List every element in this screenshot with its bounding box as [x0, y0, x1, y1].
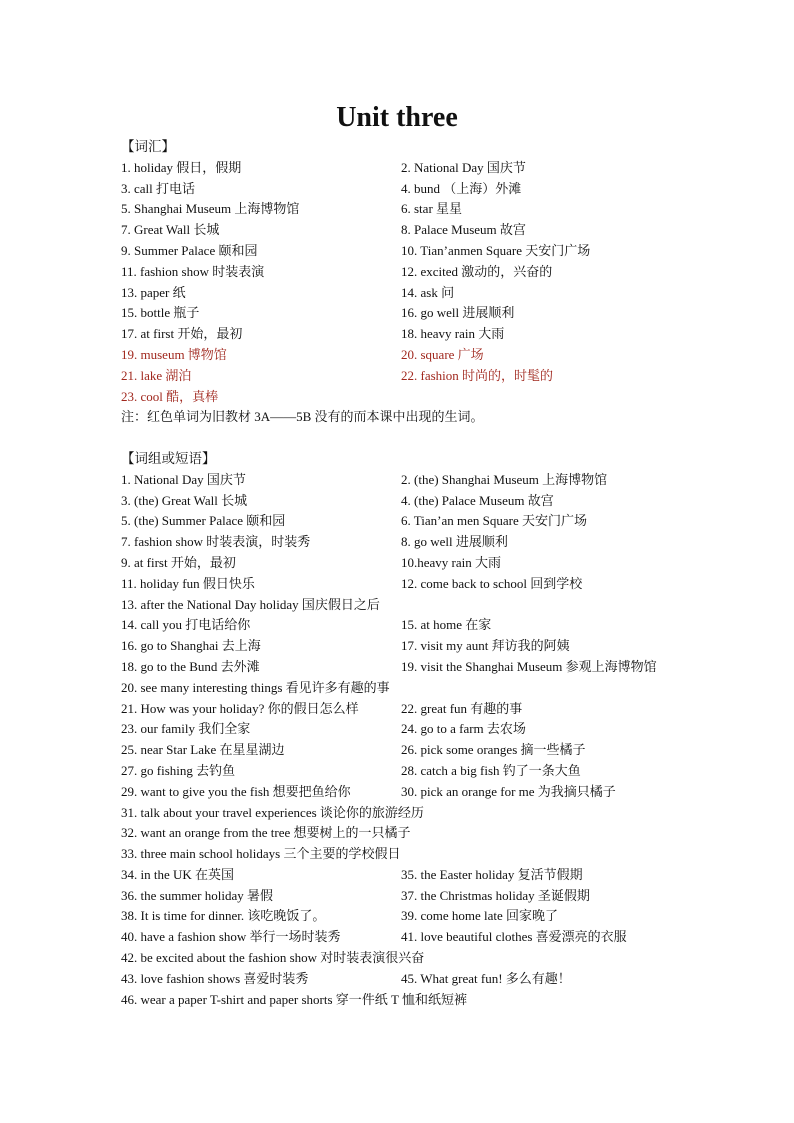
- phrase-row-left: 46. wear a paper T-shirt and paper shorts 穿一件纸 T 恤和纸短裤: [121, 991, 468, 1007]
- vocab-row-left: 9. Summer Palace 颐和园: [121, 242, 258, 258]
- vocab-row-right: 12. excited 激动的，兴奋的: [401, 263, 553, 279]
- phrase-row: [121, 803, 701, 824]
- phrase-row: [121, 886, 701, 907]
- phrase-row-left: 18. go to the Bund 去外滩: [121, 658, 260, 674]
- vocabulary-list: [121, 158, 701, 408]
- phrase-row-right: 2. (the) Shanghai Museum 上海博物馆: [401, 471, 608, 487]
- phrase-row: [121, 782, 701, 803]
- vocab-row-right: 10. Tian’anmen Square 天安门广场: [401, 242, 591, 258]
- phrase-row: [121, 761, 701, 782]
- phrases-heading: 【词组或短语】: [121, 450, 216, 466]
- phrase-row: [121, 595, 701, 616]
- vocab-row-right: 14. ask 问: [401, 284, 455, 300]
- phrase-row-right: 26. pick some oranges 摘一些橘子: [401, 742, 586, 758]
- vocab-row-left: 15. bottle 瓶子: [121, 305, 200, 321]
- vocab-row: [121, 179, 701, 200]
- phrase-row: [121, 699, 701, 720]
- phrase-row-left: 3. (the) Great Wall 长城: [121, 492, 248, 508]
- phrase-row-right: 12. come back to school 回到学校: [401, 575, 583, 591]
- vocab-row-left: 7. Great Wall 长城: [121, 222, 220, 238]
- phrase-row-left: 13. after the National Day holiday 国庆假日之后: [121, 596, 380, 612]
- phrase-row: [121, 491, 701, 512]
- vocab-row: [121, 158, 701, 179]
- vocab-row-left: 19. museum 博物馆: [121, 346, 227, 362]
- vocab-row: [121, 262, 701, 283]
- vocab-row-right: 20. square 广场: [401, 346, 484, 362]
- vocab-row-right: 2. National Day 国庆节: [401, 159, 526, 175]
- phrase-row-left: 1. National Day 国庆节: [121, 471, 246, 487]
- page-title: Unit three: [336, 102, 458, 133]
- phrase-row-right: 35. the Easter holiday 复活节假期: [401, 866, 583, 882]
- vocabulary-note: 注：红色单词为旧教材 3A——5B 没有的而本课中出现的生词。: [121, 409, 484, 425]
- phrase-row-left: 16. go to Shanghai 去上海: [121, 638, 261, 654]
- phrase-row-left: 27. go fishing 去钓鱼: [121, 762, 236, 778]
- phrase-row-left: 14. call you 打电话给你: [121, 617, 251, 633]
- vocab-row-left: 23. cool 酷，真棒: [121, 388, 219, 404]
- phrase-row-left: 25. near Star Lake 在星星湖边: [121, 742, 285, 758]
- phrase-row-right: 17. visit my aunt 拜访我的阿姨: [401, 638, 570, 654]
- phrase-row-left: 40. have a fashion show 举行一场时装秀: [121, 929, 341, 945]
- vocab-row-left: 17. at first 开始，最初: [121, 326, 243, 342]
- vocab-row-right: 16. go well 进展顺利: [401, 305, 515, 321]
- phrase-row-right: 30. pick an orange for me 为我摘只橘子: [401, 783, 616, 799]
- phrase-row-right: 41. love beautiful clothes 喜爱漂亮的衣服: [401, 929, 627, 945]
- phrase-row-left: 38. It is time for dinner. 该吃晚饭了。: [121, 908, 326, 924]
- phrase-row: [121, 906, 701, 927]
- phrase-row-right: 24. go to a farm 去农场: [401, 721, 526, 737]
- phrase-row-right: 19. visit the Shanghai Museum 参观上海博物馆: [401, 658, 657, 674]
- phrase-row: [121, 823, 701, 844]
- phrase-row-left: 5. (the) Summer Palace 颐和园: [121, 513, 286, 529]
- phrase-row: [121, 927, 701, 948]
- phrase-row-right: 28. catch a big fish 钓了一条大鱼: [401, 762, 581, 778]
- phrase-row-right: 8. go well 进展顺利: [401, 534, 508, 550]
- phrase-row-left: 23. our family 我们全家: [121, 721, 251, 737]
- phrase-row-right: 10.heavy rain 大雨: [401, 554, 502, 570]
- phrase-row: [121, 969, 701, 990]
- phrase-row-left: 42. be excited about the fashion show 对时装表演很兴奋: [121, 950, 425, 966]
- phrase-row: [121, 553, 701, 574]
- vocab-row: [121, 241, 701, 262]
- phrase-row-left: 31. talk about your travel experiences 谈论你的旅游经历: [121, 804, 424, 820]
- phrase-row-left: 21. How was your holiday? 你的假日怎么样: [121, 700, 359, 716]
- vocab-row-left: 21. lake 湖泊: [121, 367, 192, 383]
- phrase-row-right: 39. come home late 回家晚了: [401, 908, 559, 924]
- vocab-row-left: 5. Shanghai Museum 上海博物馆: [121, 201, 300, 217]
- phrase-row-right: 6. Tian’an men Square 天安门广场: [401, 513, 587, 529]
- vocab-row: [121, 345, 701, 366]
- vocab-row-right: 6. star 星星: [401, 201, 463, 217]
- phrase-row: [121, 948, 701, 969]
- phrase-row: [121, 657, 701, 678]
- section-spacer: [121, 428, 701, 449]
- vocab-row: [121, 324, 701, 345]
- phrase-row: [121, 678, 701, 699]
- phrase-row: [121, 615, 701, 636]
- vocab-row: [121, 366, 701, 387]
- vocab-row: [121, 303, 701, 324]
- vocab-row: [121, 387, 701, 408]
- phrase-row: [121, 740, 701, 761]
- phrase-row-left: 7. fashion show 时装表演，时装秀: [121, 534, 311, 550]
- phrase-row-left: 32. want an orange from the tree 想要树上的一只橘子: [121, 825, 411, 841]
- vocab-row-right: 18. heavy rain 大雨: [401, 326, 505, 342]
- phrase-row-left: 33. three main school holidays 三个主要的学校假日: [121, 846, 401, 862]
- phrase-row-left: 36. the summer holiday 暑假: [121, 887, 274, 903]
- phrase-row: [121, 470, 701, 491]
- phrase-row-left: 34. in the UK 在英国: [121, 866, 235, 882]
- vocabulary-section: [121, 137, 701, 1010]
- phrase-row: [121, 511, 701, 532]
- phrase-row: [121, 719, 701, 740]
- vocab-row: [121, 283, 701, 304]
- vocab-row: [121, 199, 701, 220]
- phrases-list: [121, 470, 701, 1011]
- vocab-row-left: 11. fashion show 时装表演: [121, 263, 265, 279]
- phrase-row: [121, 532, 701, 553]
- phrase-row: [121, 844, 701, 865]
- phrase-row-left: 11. holiday fun 假日快乐: [121, 575, 255, 591]
- vocab-row-right: 22. fashion 时尚的，时髦的: [401, 367, 554, 383]
- phrase-row-left: 20. see many interesting things 看见许多有趣的事: [121, 679, 390, 695]
- vocab-row: [121, 220, 701, 241]
- phrase-row: [121, 865, 701, 886]
- vocab-row-left: 3. call 打电话: [121, 180, 196, 196]
- vocab-row-right: 8. Palace Museum 故宫: [401, 222, 526, 238]
- phrase-row-left: 9. at first 开始，最初: [121, 554, 236, 570]
- phrase-row: [121, 636, 701, 657]
- phrase-row: [121, 990, 701, 1011]
- phrase-row-right: 45. What great fun! 多么有趣！: [401, 970, 571, 986]
- phrase-row-right: 15. at home 在家: [401, 617, 492, 633]
- vocab-row-right: 4. bund （上海）外滩: [401, 180, 522, 196]
- vocabulary-heading: 【词汇】: [121, 139, 175, 154]
- vocab-row-left: 13. paper 纸: [121, 284, 186, 300]
- phrase-row-left: 29. want to give you the fish 想要把鱼给你: [121, 783, 351, 799]
- phrase-row: [121, 574, 701, 595]
- phrase-row-right: 22. great fun 有趣的事: [401, 700, 523, 716]
- phrase-row-right: 4. (the) Palace Museum 故宫: [401, 492, 554, 508]
- phrase-row-right: 37. the Christmas holiday 圣诞假期: [401, 887, 590, 903]
- phrase-row-left: 43. love fashion shows 喜爱时装秀: [121, 970, 309, 986]
- vocab-row-left: 1. holiday 假日，假期: [121, 159, 242, 175]
